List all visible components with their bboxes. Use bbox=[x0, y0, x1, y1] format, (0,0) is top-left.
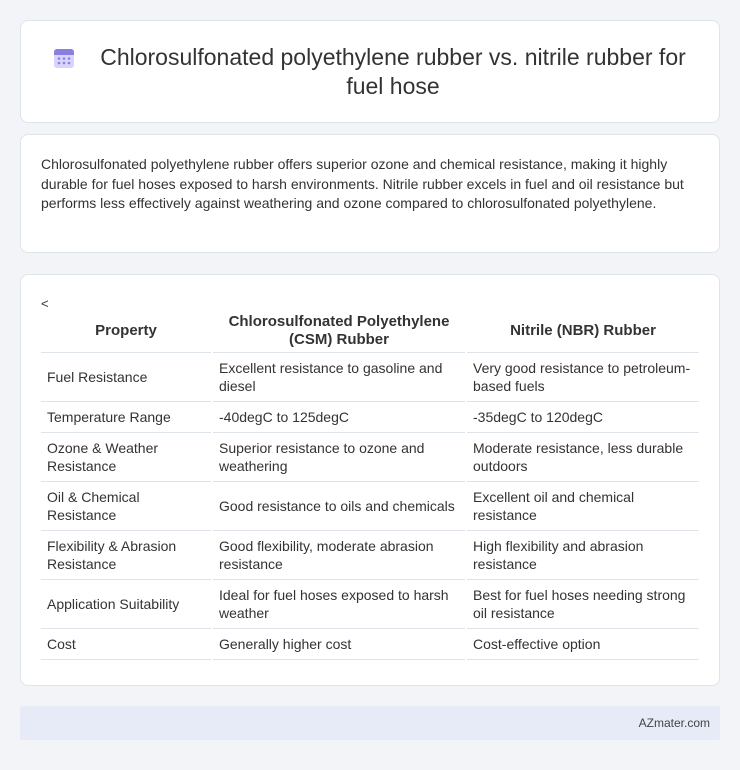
cell-nbr: High flexibility and abrasion resistance bbox=[467, 531, 699, 580]
header-property: Property bbox=[41, 311, 211, 353]
cell-csm: Good resistance to oils and chemicals bbox=[213, 482, 465, 531]
footer-brand[interactable]: AZmater.com bbox=[638, 716, 710, 730]
cell-property: Fuel Resistance bbox=[41, 353, 211, 402]
page-title: Chlorosulfonated polyethylene rubber vs. nitrile rubber for fuel hose bbox=[100, 43, 686, 99]
cell-csm: Superior resistance to ozone and weathering bbox=[213, 433, 465, 482]
table-header-row bbox=[41, 311, 699, 353]
cell-property: Temperature Range bbox=[41, 402, 211, 433]
table-row bbox=[41, 580, 699, 629]
title-wrap bbox=[52, 43, 688, 101]
table-row bbox=[41, 482, 699, 531]
stray-character: < bbox=[41, 296, 49, 311]
cell-property: Oil & Chemical Resistance bbox=[41, 482, 211, 531]
cell-nbr: Excellent oil and chemical resistance bbox=[467, 482, 699, 531]
cell-nbr: Very good resistance to petroleum-based fuels bbox=[467, 353, 699, 402]
cell-csm: Good flexibility, moderate abrasion resistance bbox=[213, 531, 465, 580]
cell-csm: -40degC to 125degC bbox=[213, 402, 465, 433]
cell-nbr: -35degC to 120degC bbox=[467, 402, 699, 433]
cell-nbr: Best for fuel hoses needing strong oil resistance bbox=[467, 580, 699, 629]
cell-property: Cost bbox=[41, 629, 211, 660]
cell-csm: Excellent resistance to gasoline and diesel bbox=[213, 353, 465, 402]
cell-csm: Ideal for fuel hoses exposed to harsh weather bbox=[213, 580, 465, 629]
cell-nbr: Moderate resistance, less durable outdoors bbox=[467, 433, 699, 482]
table-row bbox=[41, 353, 699, 402]
calendar-icon bbox=[52, 46, 76, 70]
header-nbr: Nitrile (NBR) Rubber bbox=[467, 311, 699, 353]
cell-property: Ozone & Weather Resistance bbox=[41, 433, 211, 482]
cell-nbr: Cost-effective option bbox=[467, 629, 699, 660]
summary-card bbox=[20, 134, 720, 253]
table-row bbox=[41, 629, 699, 660]
table-row bbox=[41, 433, 699, 482]
table-row bbox=[41, 402, 699, 433]
summary-text: Chlorosulfonated polyethylene rubber offers superior ozone and chemical resistance, making it highly durable for fuel hoses exposed to harsh environments. Nitrile rubber excels in fuel and oil resistance but performs less effectively against weathering and ozone compared to chlorosulfonated polyethylene. bbox=[41, 156, 684, 211]
cell-property: Flexibility & Abrasion Resistance bbox=[41, 531, 211, 580]
cell-property: Application Suitability bbox=[41, 580, 211, 629]
cell-csm: Generally higher cost bbox=[213, 629, 465, 660]
footer bbox=[20, 706, 720, 740]
table-card bbox=[20, 274, 720, 686]
comparison-table bbox=[39, 311, 701, 660]
table-row bbox=[41, 531, 699, 580]
title-card bbox=[20, 20, 720, 123]
header-csm: Chlorosulfonated Polyethylene (CSM) Rubber bbox=[213, 311, 465, 353]
